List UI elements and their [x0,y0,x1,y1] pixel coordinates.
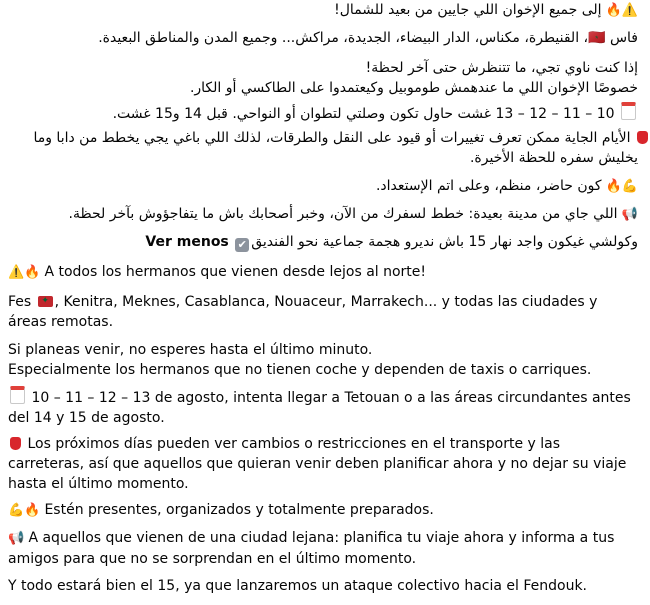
spanish-paragraph-2: Fes ✦ , Kenitra, Meknes, Casablanca, Nouaceur, Marrakech... y todas las ciudades y áreas remotas. [8,292,640,332]
fire-icon: 🔥 [24,265,41,280]
arabic-line-3: إذا كنت ناوي تجي، ما تتنظرش حتى آخر لحظة! [365,60,638,76]
morocco-flag-icon [38,296,53,307]
arabic-line-4: خصوصًا الإخوان اللي ما عندهمش طوموبيل وكيعتمدوا على الطاكسي أو الكار. [189,80,638,96]
lantern-icon [637,131,648,144]
arabic-line-6: الأيام الجاية ممكن تعرف تغييرات أو قيود على النقل والطرقات، لذلك اللي باغي يجي يخطط من دابا وما [33,128,650,148]
calendar-icon [10,386,25,404]
calendar-icon [621,102,636,120]
spanish-paragraph-1: ⚠️🔥 A todos los hermanos que vienen desde lejos al norte! [8,262,640,283]
muscle-icon: 💪 [621,179,638,194]
spanish-paragraph-8: Y todo estará bien el 15, ya que lanzaremos un ataque colectivo hacia el Fendouk. [8,578,588,594]
fire-icon: 🔥 [605,179,622,194]
spanish-paragraph-3: Si planeas venir, no esperes hasta el último minuto. Especialmente los hermanos que no tienen coche y dependen de taxis o carriques. [8,342,592,378]
check-icon: ✔ [235,238,249,252]
spanish-paragraph-5: Los próximos días pueden ver cambios o restricciones en el transporte y las carreteras, así que aquellos que quieran venir deben planificar ahora y no dejar su viaje hasta el último momento. [8,436,627,492]
arabic-line-2: فاس 🇲🇦، القنيطرة، مكناس، الدار البيضاء، الجديدة، مراكش... وجميع المدن والمناطق البعيدة. [98,30,638,46]
fire-icon: 🔥 [605,3,622,18]
megaphone-icon: 📢 [8,531,25,546]
warning-icon: ⚠️ [621,3,638,18]
megaphone-icon: 📢 [621,207,638,222]
arabic-line-7: يخليش سفره للحظة الأخيرة. [469,150,638,166]
arabic-line-9: 📢 اللي جاي من مدينة بعيدة: خطط لسفرك من الآن، وخبر أصحابك باش ما يتفاجؤوش بآخر لحظة. [69,204,638,225]
spanish-paragraph-4: 10 – 11 – 12 – 13 de agosto, intenta llegar a Tetouan o a las áreas circundantes antes del 14 y 15 de agosto. [8,386,640,428]
muscle-icon: 💪 [8,503,25,518]
lantern-icon [10,437,21,450]
spanish-paragraph-6: 💪🔥 Estén presentes, organizados y totalmente preparados. [8,500,640,521]
arabic-line-8: 💪🔥 كون حاضر، منظم، وعلى اتم الإستعداد. [376,176,638,197]
arabic-line-5: 10 – 11 – 12 – 13 غشت حاول تكون وصلتي لتطوان أو النواحي. قبل 14 و15 غشت. [113,102,638,124]
see-less-button[interactable]: Ver menos [145,234,229,250]
warning-icon: ⚠️ [8,265,25,280]
fire-icon: 🔥 [24,503,41,518]
spanish-paragraph-7: 📢 A aquellos que vienen de una ciudad lejana: planifica tu viaje ahora y informa a tus amigos para que no se sorprendan en el último momento. [8,530,615,567]
arabic-line-1: ⚠️🔥 إلى جميع الإخوان اللي جايين من بعيد للشمال! [334,0,638,21]
arabic-line-10: وكولشي غيكون واجد نهار 15 باش نديرو هجمة جماعية نحو الفنديق✔ Ver menos [145,234,638,251]
